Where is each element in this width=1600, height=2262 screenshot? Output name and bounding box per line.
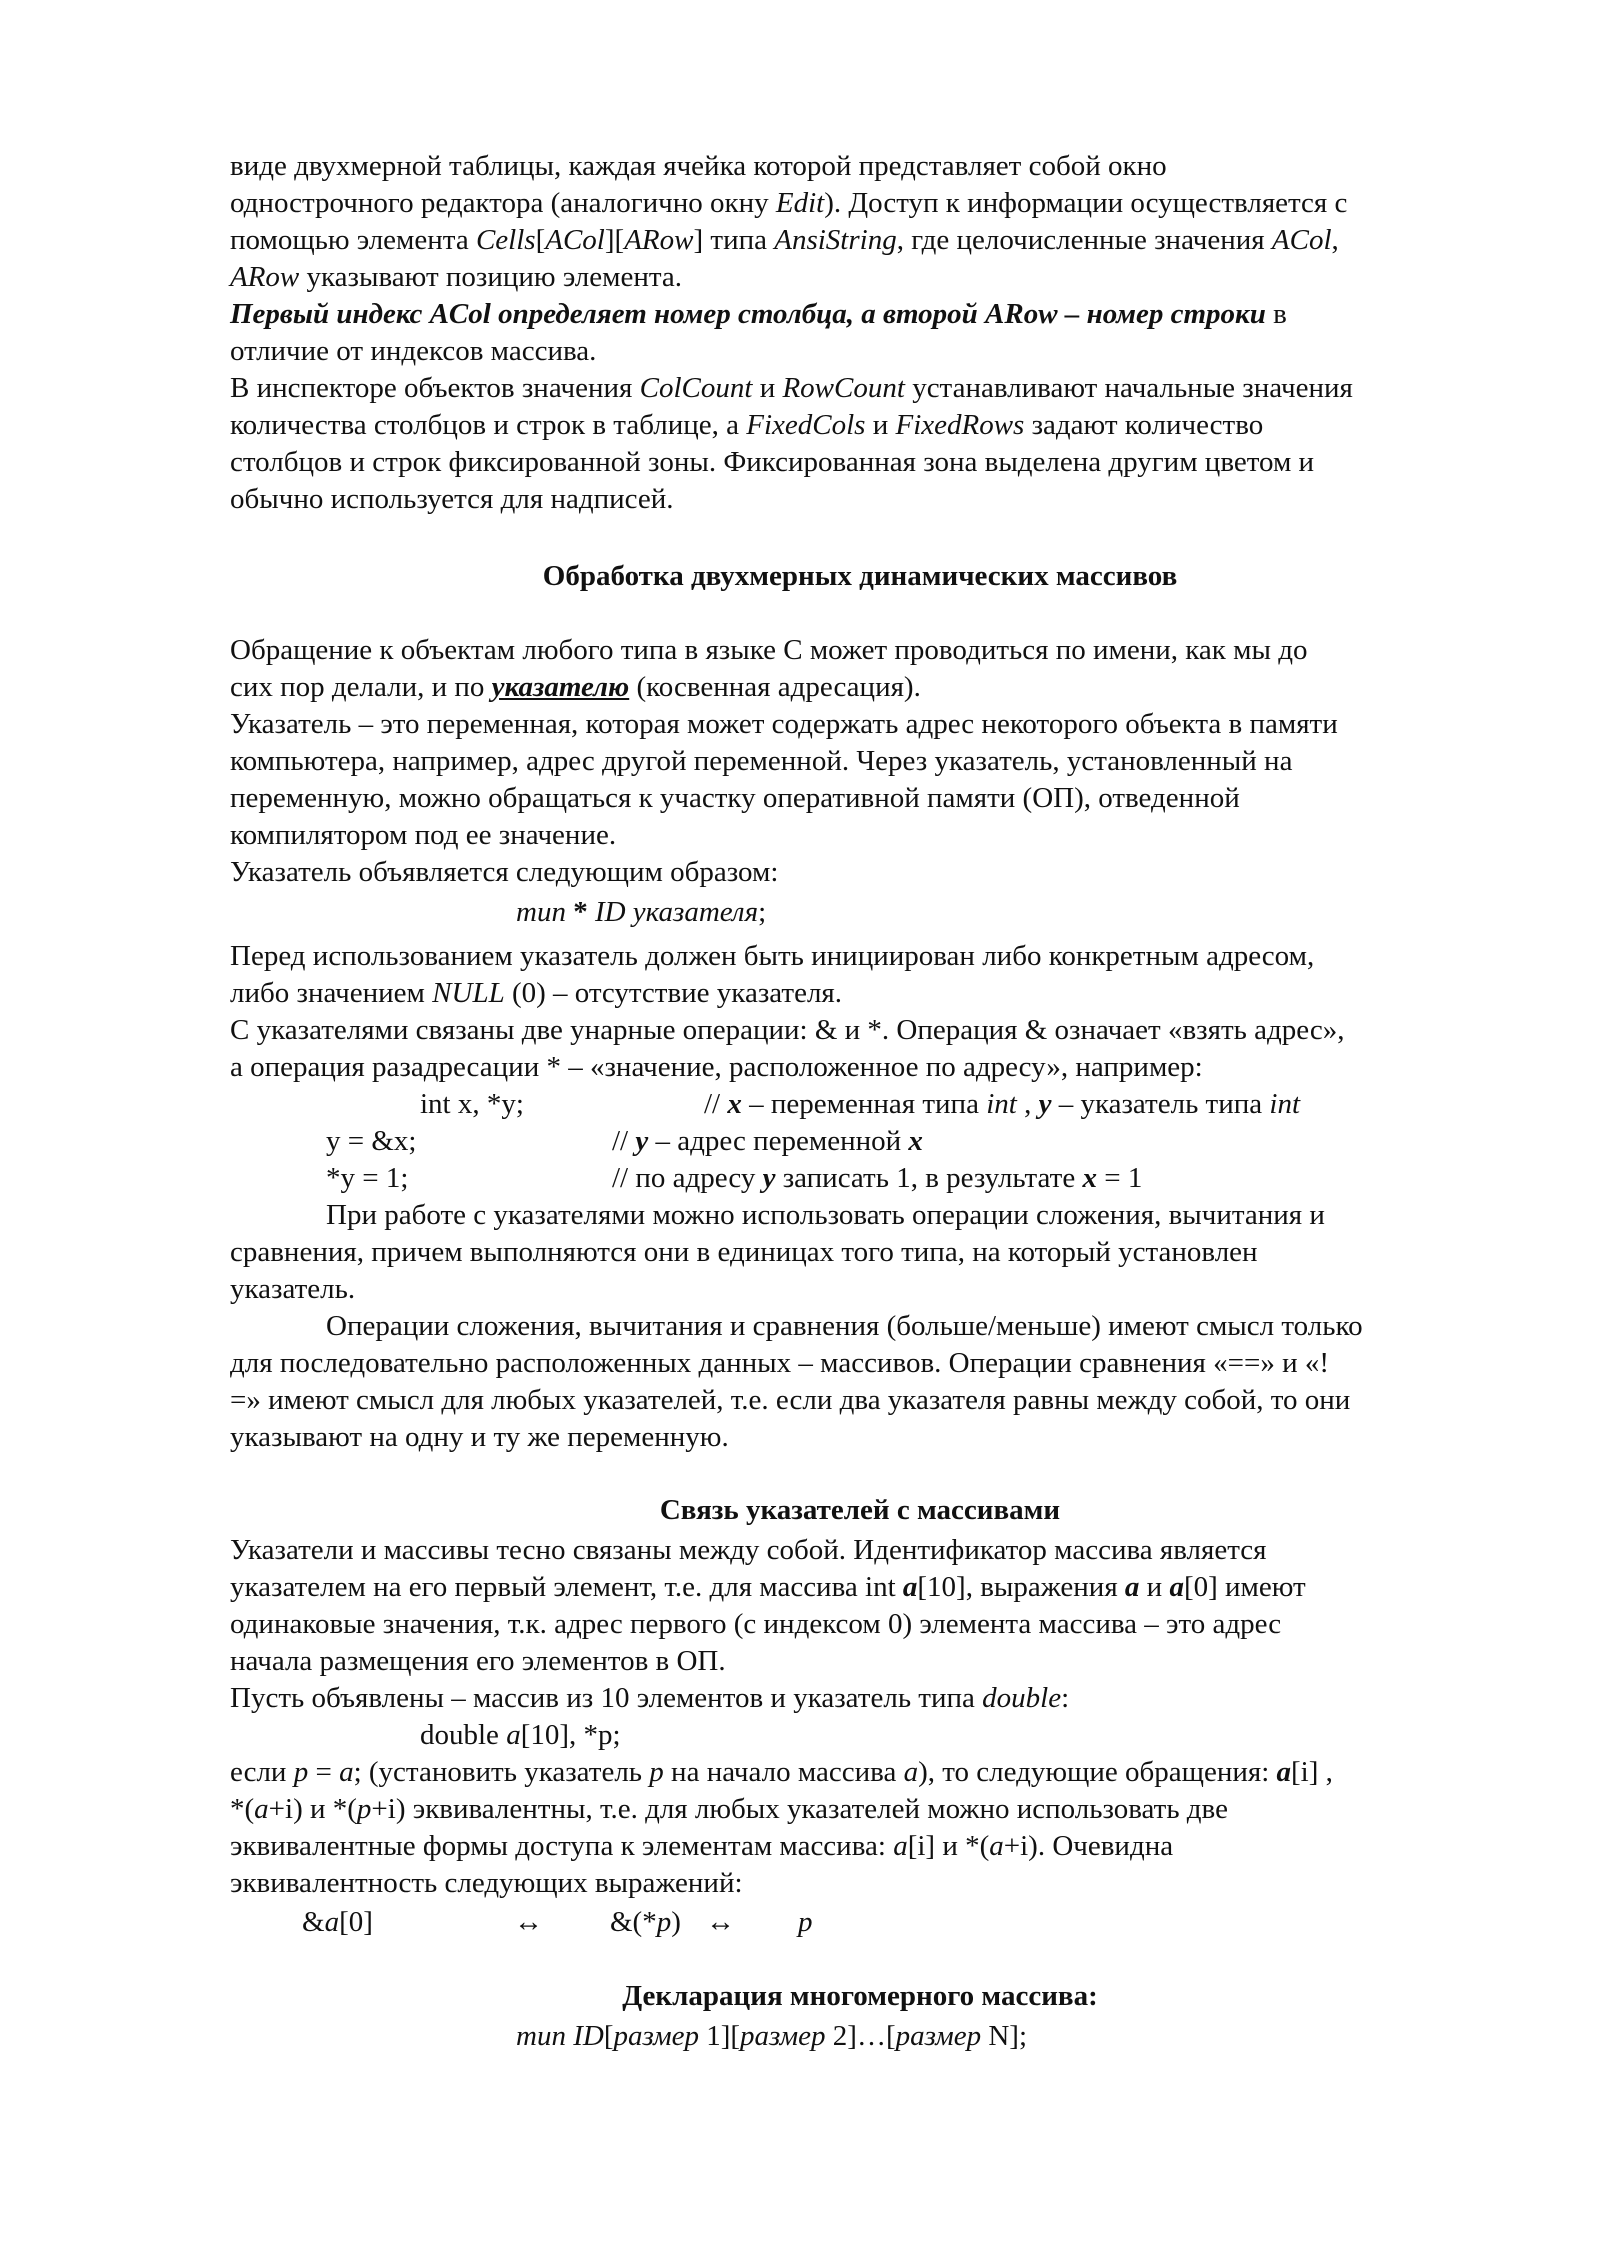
text: , <box>1016 1088 1039 1120</box>
term: FixedCols <box>746 409 866 441</box>
text: указывают на одну и ту же переменную. <box>230 1421 729 1453</box>
text: на начало массива <box>663 1756 904 1788</box>
text: указатель. <box>230 1273 356 1305</box>
text: – переменная типа <box>741 1088 987 1120</box>
text-line <box>230 1643 726 1680</box>
text-line <box>230 259 682 296</box>
text-line <box>230 333 596 370</box>
text-line <box>230 854 778 891</box>
text-line <box>230 632 1307 669</box>
text: (косвенная адресация). <box>629 671 921 703</box>
text: (0) – отсутствие указателя. <box>504 977 843 1009</box>
text-line <box>230 185 1347 222</box>
text: int <box>1269 1088 1301 1120</box>
text: N]; <box>981 2020 1028 2052</box>
text: [i] , <box>1291 1756 1333 1788</box>
code-comment <box>704 1086 1300 1123</box>
text: a <box>902 1571 918 1603</box>
text-line <box>230 1532 1266 1569</box>
text: одинаковые значения, т.к. адрес первого (с индексом 0) элемента массива – это адрес <box>230 1608 1282 1640</box>
text: обычно используется для надписей. <box>230 483 674 515</box>
text: Указатель – это переменная, которая может содержать адрес некоторого объекта в памяти <box>230 708 1338 740</box>
text: = 1 <box>1096 1162 1143 1194</box>
text-line <box>230 1680 1069 1717</box>
section-heading: Связь указателей с массивами <box>659 1494 1061 1526</box>
text-line <box>230 1419 729 1456</box>
text-line <box>230 444 1314 481</box>
code-text: int x, *y; <box>420 1088 524 1120</box>
text: [0] имеют <box>1183 1571 1306 1603</box>
code-line <box>326 1160 408 1197</box>
text: С указателями связаны две унарные операции: & и *. Операция & означает «взять адрес», <box>230 1014 1345 1046</box>
text-line <box>230 669 921 706</box>
text: ID <box>565 2020 604 2052</box>
text-line <box>326 1308 1363 1345</box>
text: указателем на его первый элемент, т.е. для массива int <box>230 1571 903 1603</box>
text: Указатель объявляется следующим образом: <box>230 856 779 888</box>
code-comment <box>612 1160 1142 1197</box>
text: y <box>1038 1088 1052 1120</box>
text: a <box>324 1906 340 1938</box>
text: столбцов и строк фиксированной зоны. Фиксированная зона выделена другим цветом и <box>230 446 1315 478</box>
term: RowCount <box>782 372 905 404</box>
text: ARow указывают позицию элемента. <box>230 261 682 293</box>
text-line <box>230 222 1339 259</box>
text: *( <box>230 1793 255 1825</box>
text: эквивалентные формы доступа к элементам массива: <box>230 1830 894 1862</box>
text: * <box>565 896 595 928</box>
text: сравнения, причем выполняются они в единицах того типа, на который установлен <box>230 1236 1258 1268</box>
text: [10], выражения <box>917 1571 1125 1603</box>
text: и <box>1139 1571 1170 1603</box>
text: 1][ <box>698 2020 741 2052</box>
text: количества столбцов и строк в таблице, а FixedCols и FixedRows задают количество <box>230 409 1264 441</box>
text: =» имеют смысл для любых указателей, т.е. если два указателя равны между собой, то они <box>230 1384 1351 1416</box>
text-line <box>230 1345 1329 1382</box>
text-line <box>230 1754 1333 1791</box>
text: +i) и *( <box>268 1793 357 1825</box>
text: & <box>302 1906 325 1938</box>
text: p <box>656 1906 672 1938</box>
text: в <box>1265 298 1287 330</box>
text-line <box>230 938 1314 975</box>
text: отличие от индексов массива. <box>230 335 597 367</box>
term: ACol <box>545 224 605 256</box>
text: тип <box>516 2020 566 2052</box>
text: тип <box>516 896 566 928</box>
term: FixedRows <box>895 409 1025 441</box>
text: int <box>986 1088 1017 1120</box>
double-arrow-icon: ↔ <box>514 1906 543 1938</box>
text-line <box>230 481 674 518</box>
text-line <box>230 296 1287 333</box>
text: a <box>989 1830 1004 1862</box>
term: Cells <box>475 224 536 256</box>
text: однострочного редактора (аналогично окну Edit). Доступ к информации осуществляется с <box>230 187 1348 219</box>
text-line <box>230 1271 355 1308</box>
text: +i) эквивалентны, т.е. для любых указателей можно использовать две <box>371 1793 1228 1825</box>
section-heading: Обработка двухмерных динамических массивов <box>542 560 1178 592</box>
text: Обращение к объектам любого типа в языке С может проводиться по имени, как мы до <box>230 634 1308 666</box>
text: p <box>649 1756 664 1788</box>
code-line <box>420 1086 524 1123</box>
equivalence-expr <box>302 1904 373 1941</box>
text: p <box>356 1793 372 1825</box>
text-line <box>230 148 1167 185</box>
text: начала размещения его элементов в ОП. <box>230 1645 726 1677</box>
text-line <box>230 1234 1258 1271</box>
text: ; (установить указатель <box>353 1756 650 1788</box>
text-line <box>230 1012 1344 1049</box>
text: y <box>762 1162 776 1194</box>
text: компилятором под ее значение. <box>230 819 617 851</box>
text: размер <box>895 2020 982 2052</box>
text: размер <box>740 2020 826 2052</box>
text: компьютера, например, адрес другой переменной. Через указатель, установленный на <box>230 745 1293 777</box>
text: При работе с указателями можно использовать операции сложения, вычитания и <box>326 1199 1325 1231</box>
text: – адрес переменной <box>648 1125 909 1157</box>
text: x <box>727 1088 742 1120</box>
text: эквивалентность следующих выражений: <box>230 1867 743 1899</box>
text-line <box>230 370 1353 407</box>
text: [0] <box>339 1906 373 1938</box>
text: a <box>1124 1571 1140 1603</box>
text: Пусть объявлены – массив из 10 элементов и указатель типа <box>230 1682 983 1714</box>
text-line <box>230 975 842 1012</box>
text: помощью элемента Cells[ACol][ARow] типа AnsiString, где целочисленные значения ACol, <box>230 224 1339 256</box>
text: сих пор делали, и по <box>230 671 492 703</box>
text: a <box>506 1719 521 1751</box>
text: Указатели и массивы тесно связаны между собой. Идентификатор массива является <box>230 1534 1267 1566</box>
text: если <box>230 1756 294 1788</box>
text-line <box>230 1791 1228 1828</box>
text-line <box>230 1865 743 1902</box>
term: ColCount <box>639 372 753 404</box>
text: ), то следующие обращения: <box>918 1756 1277 1788</box>
text: double <box>982 1682 1062 1714</box>
code-line <box>420 1717 621 1754</box>
text: x <box>908 1125 923 1157</box>
text: a <box>893 1830 908 1862</box>
term: ARow <box>230 261 300 293</box>
text: для последовательно расположенных данных – массивов. Операции сравнения «==» и «! <box>230 1347 1329 1379</box>
text: a <box>903 1756 919 1788</box>
text: ; <box>758 896 767 928</box>
term: ARow <box>624 224 694 256</box>
equivalence-expr <box>798 1904 813 1941</box>
text-line <box>230 780 1240 817</box>
equivalence-expr <box>610 1904 681 1941</box>
text: [10], *p; <box>520 1719 621 1751</box>
text: ) <box>671 1906 681 1938</box>
text-line <box>230 1606 1281 1643</box>
term: ACol <box>1271 224 1332 256</box>
emphasis-text: указателю <box>491 671 630 703</box>
text: размер <box>613 2020 699 2052</box>
text: &(* <box>610 1906 657 1938</box>
text: – указатель типа <box>1051 1088 1270 1120</box>
text: виде двухмерной таблицы, каждая ячейка которой представляет собой окно <box>230 150 1167 182</box>
text: В инспекторе объектов значения ColCount и RowCount устанавливают начальные значения <box>230 372 1353 404</box>
text-line <box>230 407 1263 444</box>
text: записать 1, в результате <box>775 1162 1083 1194</box>
text: а операция разадресации * – «значение, расположенное по адресу», например: <box>230 1051 1203 1083</box>
double-arrow-icon: ↔ <box>706 1906 735 1938</box>
text-line <box>230 1569 1306 1606</box>
text: Перед использованием указатель должен быть инициирован либо конкретным адресом, <box>230 940 1315 972</box>
text: // <box>612 1125 636 1157</box>
text: : <box>1061 1682 1070 1714</box>
text: +i). Очевидна <box>1003 1830 1174 1862</box>
text: ID указателя <box>594 896 759 928</box>
text-line <box>230 1382 1350 1419</box>
code-line <box>326 1123 416 1160</box>
section-heading: Декларация многомерного массива: <box>622 1980 1098 2012</box>
text: [i] и *( <box>907 1830 990 1862</box>
text-line <box>230 817 616 854</box>
code-text: *y = 1; <box>326 1162 409 1194</box>
text-line <box>230 1049 1203 1086</box>
text: 2]…[ <box>825 2020 896 2052</box>
text-line <box>326 1197 1325 1234</box>
text-line <box>230 706 1338 743</box>
emphasis-text: Первый индекс ACol определяет номер столбца, а второй ARow – номер строки <box>230 298 1266 330</box>
text: либо значением <box>230 977 433 1009</box>
text: p <box>293 1756 309 1788</box>
text: a <box>1169 1571 1184 1603</box>
text: double <box>420 1719 507 1751</box>
text: переменную, можно обращаться к участку оперативной памяти (ОП), отведенной <box>230 782 1240 814</box>
text: = <box>308 1756 340 1788</box>
text: // по адресу <box>612 1162 763 1194</box>
term: AnsiString <box>774 224 897 256</box>
declaration-line <box>516 2018 1027 2055</box>
text: x <box>1082 1162 1097 1194</box>
text: Операции сложения, вычитания и сравнения (больше/меньше) имеют смысл только <box>326 1310 1363 1342</box>
text: NULL <box>432 977 505 1009</box>
text: a <box>339 1756 354 1788</box>
text-line <box>230 1828 1173 1865</box>
text: y <box>635 1125 649 1157</box>
text: a <box>254 1793 269 1825</box>
term-edit: Edit <box>775 187 825 219</box>
declaration-line <box>516 894 766 931</box>
text: a <box>1276 1756 1292 1788</box>
text: [ <box>603 2020 614 2052</box>
text: // <box>704 1088 728 1120</box>
text: p <box>798 1906 813 1938</box>
code-text: y = &x; <box>326 1125 417 1157</box>
code-comment <box>612 1123 923 1160</box>
text-line <box>230 743 1292 780</box>
